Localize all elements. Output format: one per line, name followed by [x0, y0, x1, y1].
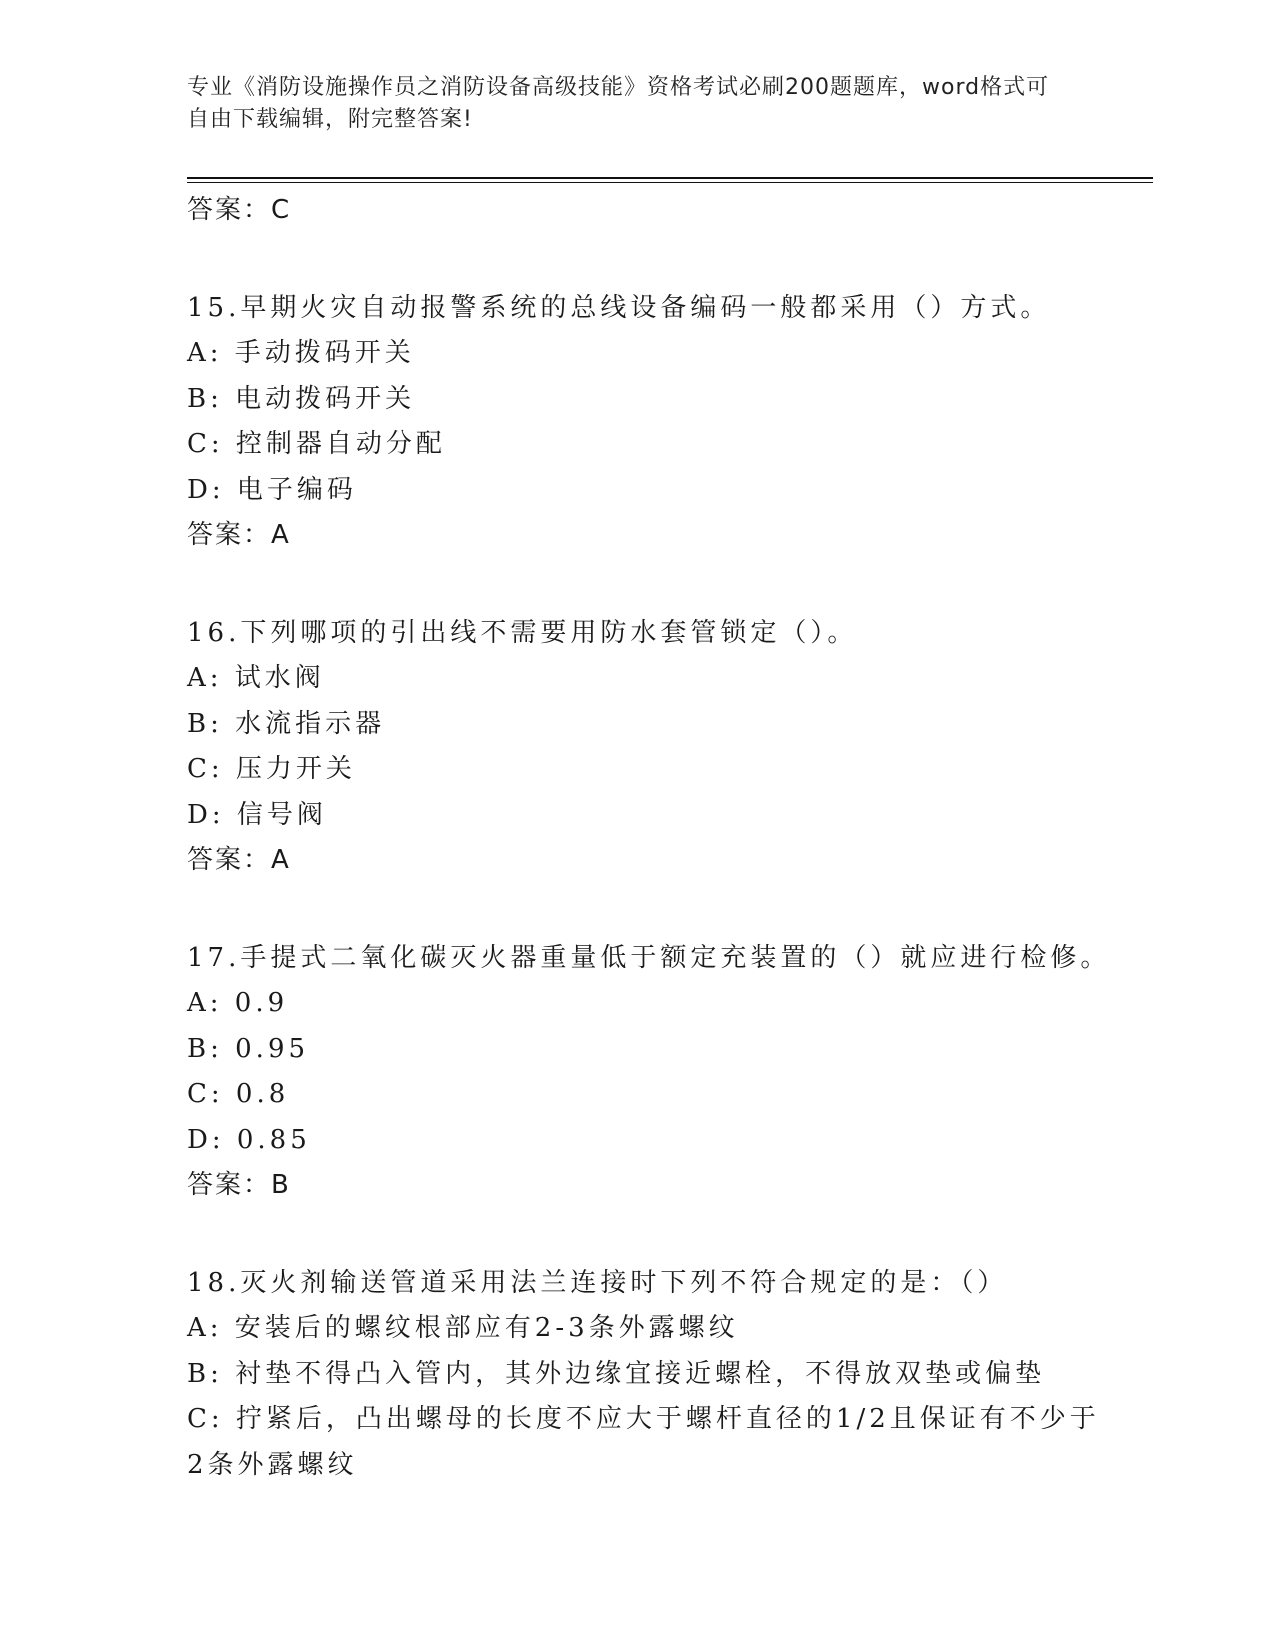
question-block	[187, 611, 1087, 884]
option-c: C: 压力开关	[187, 754, 356, 784]
previous-answer: 答案：C	[187, 195, 292, 225]
question-stem: 17.手提式二氧化碳灭火器重量低于额定充装置的（）就应进行检修。	[187, 942, 1111, 973]
spacer	[187, 1209, 1087, 1261]
option-a: A: 试水阀	[187, 663, 325, 693]
option-c: C: 0.8	[187, 1079, 290, 1109]
question-block	[187, 1261, 1100, 1489]
answer: 答案：A	[187, 520, 291, 550]
option-a: A: 安装后的螺纹根部应有2-3条外露螺纹	[187, 1313, 739, 1343]
option-a: A: 手动拨码开关	[187, 338, 415, 368]
answer: 答案：A	[187, 845, 291, 875]
option-b: B: 0.95	[187, 1033, 310, 1064]
option-b: B: 电动拨码开关	[187, 383, 416, 414]
option-d: D: 电子编码	[187, 474, 357, 505]
option-c-continued: 2条外露螺纹	[187, 1449, 358, 1480]
option-c: C: 控制器自动分配	[187, 429, 446, 459]
question-stem: 18.灭火剂输送管道采用法兰连接时下列不符合规定的是：（）	[187, 1267, 1008, 1298]
option-c: C: 拧紧后，凸出螺母的长度不应大于螺杆直径的1/2且保证有不少于	[187, 1404, 1100, 1434]
option-d: D: 信号阀	[187, 799, 327, 830]
option-b: B: 水流指示器	[187, 708, 386, 739]
document-header: 专业《消防设施操作员之消防设备高级技能》资格考试必刷200题题库，word格式可自由下载编辑，附完整答案!	[187, 75, 1050, 132]
spacer	[187, 234, 1087, 286]
spacer	[187, 559, 1087, 611]
option-d: D: 0.85	[187, 1124, 311, 1155]
option-b: B: 衬垫不得凸入管内，其外边缘宜接近螺栓，不得放双垫或偏垫	[187, 1358, 1046, 1389]
answer: 答案：B	[187, 1170, 291, 1200]
option-a: A: 0.9	[187, 988, 289, 1018]
header-divider-thick	[187, 177, 1153, 179]
question-block	[187, 936, 1111, 1209]
spacer	[187, 884, 1087, 936]
question-list	[187, 188, 1111, 1488]
header-divider-thin	[187, 182, 1153, 183]
question-stem: 16.下列哪项的引出线不需要用防水套管锁定（）。	[187, 617, 858, 648]
question-block	[187, 286, 1087, 559]
question-stem: 15.早期火灾自动报警系统的总线设备编码一般都采用（）方式。	[187, 292, 1051, 323]
